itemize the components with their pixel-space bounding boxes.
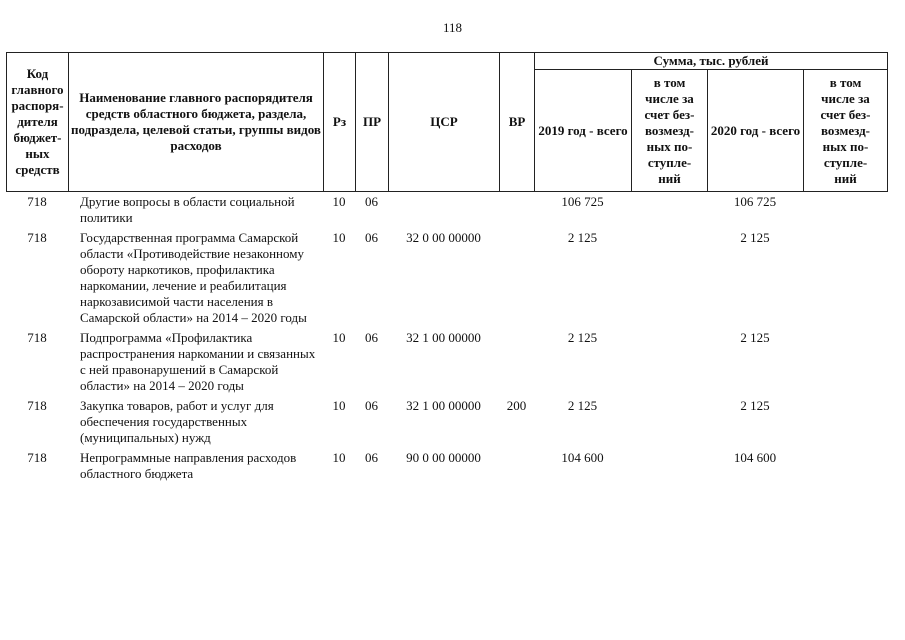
- row-sum-2020: 2 125: [740, 230, 770, 245]
- header-sum-title: Сумма, тыс. рублей: [535, 53, 888, 70]
- row-sum-2019: 106 725: [561, 194, 604, 209]
- row-rz: 10: [332, 330, 346, 345]
- row-csr: [388, 194, 499, 226]
- row-rz: 10: [332, 398, 346, 413]
- header-rz: Рз: [324, 53, 356, 192]
- header-2020-grant: в том числе за счет без- возмезд- ных по- ступле- ний: [804, 70, 888, 192]
- row-vr: [499, 230, 534, 326]
- row-csr: 32 1 00 00000: [406, 398, 481, 413]
- row-sum-2019: 2 125: [567, 330, 598, 345]
- table-row: [6, 398, 803, 446]
- row-kod: 718: [27, 398, 47, 413]
- header-2019-grant: в том числе за счет без- возмезд- ных по- ступле- ний: [632, 70, 708, 192]
- row-pr: 06: [365, 330, 378, 345]
- row-name: Непрограммные направления расходов областного бюджета: [80, 450, 297, 481]
- row-vr: [499, 450, 534, 482]
- row-kod: 718: [27, 194, 47, 209]
- row-pr: 06: [365, 398, 378, 413]
- row-name: Подпрограмма «Профилактика распространения наркомании и связанных с ней правонарушений в Самарской области» на 2014 – 2020 годы: [80, 330, 316, 393]
- row-rz: 10: [332, 230, 346, 245]
- row-pr: 06: [365, 230, 378, 245]
- header-2019-total: 2019 год - всего: [535, 70, 632, 192]
- row-sum-2020: 2 125: [740, 330, 770, 345]
- row-name: Закупка товаров, работ и услуг для обеспечения государственных (муниципальных) нужд: [80, 398, 274, 445]
- row-name: Другие вопросы в области социальной политики: [80, 194, 295, 225]
- header-name: Наименование главного распорядителя средств областного бюджета, раздела, подраздела, целевой статьи, группы видов расходов: [69, 53, 324, 192]
- row-csr: 90 0 00 00000: [406, 450, 481, 465]
- header-2020-total: 2020 год - всего: [708, 70, 804, 192]
- row-rz: 10: [332, 194, 346, 209]
- row-sum-2019: 2 125: [567, 230, 598, 245]
- row-sum-2020: 106 725: [733, 194, 777, 209]
- row-rz: 10: [332, 450, 346, 465]
- row-sum-2019: 104 600: [561, 450, 604, 465]
- row-kod: 718: [27, 230, 47, 245]
- table-row: [6, 230, 803, 326]
- header-kod: Код главного распоря- дителя бюджет- ных средств: [7, 53, 69, 192]
- table-row: [6, 450, 803, 482]
- header-pr: ПР: [356, 53, 389, 192]
- row-sum-2020: 104 600: [733, 450, 777, 465]
- row-name: Государственная программа Самарской области «Противодействие незаконному обороту наркотиков, профилактика наркомании, лечение и реабилитация наркозависимой части населения в Самарской области» на 2014 – 2020 годы: [80, 230, 307, 325]
- row-sum-2019: 2 125: [567, 398, 598, 413]
- row-kod: 718: [27, 450, 47, 465]
- table-body: [6, 194, 803, 486]
- page-number: 118: [442, 20, 463, 35]
- row-vr: 200: [506, 398, 527, 413]
- header-csr: ЦСР: [389, 53, 500, 192]
- table-row: [6, 194, 803, 226]
- row-pr: 06: [365, 450, 378, 465]
- row-sum-2020: 2 125: [740, 398, 770, 413]
- row-csr: 32 1 00 00000: [406, 330, 481, 345]
- row-pr: 06: [365, 194, 378, 209]
- row-kod: 718: [27, 330, 47, 345]
- row-csr: 32 0 00 00000: [406, 230, 481, 245]
- table-header: [6, 52, 888, 192]
- table-row: [6, 330, 803, 394]
- row-vr: [499, 194, 534, 226]
- header-vr: ВР: [500, 53, 535, 192]
- row-vr: [499, 330, 534, 394]
